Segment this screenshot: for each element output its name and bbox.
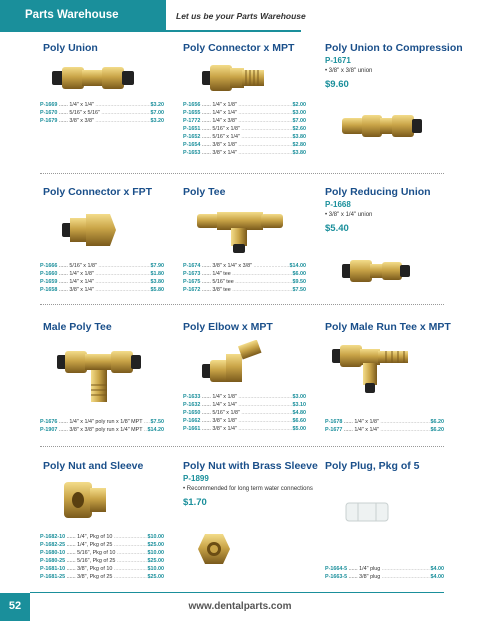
section-tab: Parts Warehouse bbox=[0, 0, 166, 30]
male-poly-tee-image bbox=[55, 345, 150, 410]
table-row: P-1662 ...... 3/8" x 1/8" ..... $6.60 bbox=[183, 417, 306, 425]
description: • Recommended for long term water connections bbox=[183, 486, 313, 492]
price: $1.70 bbox=[183, 497, 207, 508]
poly-connector-mpt-title: Poly Connector x MPT bbox=[183, 42, 295, 54]
poly-elbow-mpt-table bbox=[183, 393, 306, 433]
table-row: P-1772 ...... 1/4" x 3/8" ..... $7.00 bbox=[183, 117, 306, 125]
price: $9.60 bbox=[325, 79, 349, 90]
poly-plug-table bbox=[325, 565, 444, 581]
poly-union-compression-image bbox=[340, 110, 430, 140]
table-row: P-1907 ...... 3/8" x 3/8" poly run x 1/4" MPT ..... $14.20 bbox=[40, 426, 164, 434]
poly-reducing-union-title: Poly Reducing Union bbox=[325, 186, 431, 198]
table-row: P-1675 ...... 5/16" tee ..... $9.50 bbox=[183, 278, 306, 286]
male-poly-tee-title: Male Poly Tee bbox=[43, 321, 112, 333]
table-row: P-1632 ...... 1/4" x 1/4" ..... $3.10 bbox=[183, 401, 306, 409]
poly-tee-table bbox=[183, 262, 306, 294]
poly-union-table bbox=[40, 101, 164, 125]
table-row: P-1682-25 ...... 1/4", Pkg of 25 ..... $25.00 bbox=[40, 541, 164, 549]
divider bbox=[40, 446, 444, 447]
table-row: P-1633 ...... 1/4" x 1/8" ..... $3.00 bbox=[183, 393, 306, 401]
table-row: P-1655 ...... 1/4" x 1/4" ..... $3.00 bbox=[183, 109, 306, 117]
table-row: P-1666 ...... 5/16" x 1/8" ..... $7.90 bbox=[40, 262, 164, 270]
sku: P-1899 bbox=[183, 474, 209, 483]
poly-connector-fpt-image bbox=[60, 210, 120, 250]
tagline: Let us be your Parts Warehouse bbox=[176, 11, 306, 21]
table-row: P-1659 ...... 1/4" x 1/4" ..... $3.80 bbox=[40, 278, 164, 286]
poly-plug-image bbox=[343, 499, 393, 527]
poly-male-run-tee-title: Poly Male Run Tee x MPT bbox=[325, 321, 451, 333]
poly-male-run-tee-image bbox=[330, 343, 420, 398]
poly-connector-fpt-title: Poly Connector x FPT bbox=[43, 186, 153, 198]
table-row: P-1669 ...... 1/4" x 1/4" ..... $3.20 bbox=[40, 101, 164, 109]
description: • 3/8" x 1/4" union bbox=[325, 212, 373, 218]
poly-elbow-mpt-title: Poly Elbow x MPT bbox=[183, 321, 273, 333]
poly-nut-sleeve-table bbox=[40, 533, 164, 581]
table-row: P-1670 ...... 5/16" x 5/16" ..... $7.00 bbox=[40, 109, 164, 117]
poly-male-run-tee-table bbox=[325, 418, 444, 434]
sku: P-1668 bbox=[325, 200, 351, 209]
poly-nut-sleeve-image bbox=[62, 478, 112, 523]
male-poly-tee-table bbox=[40, 418, 164, 434]
table-row: P-1682-10 ...... 1/4", Pkg of 10 ..... $10.00 bbox=[40, 533, 164, 541]
table-row: P-1672 ...... 3/8" tee ..... $7.50 bbox=[183, 286, 306, 294]
table-row: P-1677 ...... 1/4" x 1/4" ..... $6.20 bbox=[325, 426, 444, 434]
poly-tee-image bbox=[195, 200, 285, 255]
poly-nut-brass-title: Poly Nut with Brass Sleeve bbox=[183, 460, 318, 472]
poly-plug-title: Poly Plug, Pkg of 5 bbox=[325, 460, 420, 472]
sku: P-1671 bbox=[325, 56, 351, 65]
table-row: P-1676 ...... 1/4" x 1/4" poly run x 1/8" MPT ..... $7.50 bbox=[40, 418, 164, 426]
poly-nut-sleeve-title: Poly Nut and Sleeve bbox=[43, 460, 144, 472]
price: $5.40 bbox=[325, 223, 349, 234]
table-row: P-1673 ...... 1/4" tee ..... $6.00 bbox=[183, 270, 306, 278]
header-rule bbox=[0, 30, 301, 32]
table-row: P-1679 ...... 3/8" x 3/8" ..... $3.20 bbox=[40, 117, 164, 125]
table-row: P-1681-10 ...... 3/8", Pkg of 10 ..... $10.00 bbox=[40, 565, 164, 573]
table-row: P-1652 ...... 5/16" x 1/4" ..... $3.80 bbox=[183, 133, 306, 141]
poly-connector-fpt-table bbox=[40, 262, 164, 294]
table-row: P-1651 ...... 5/16" x 1/8" ..... $2.60 bbox=[183, 125, 306, 133]
poly-union-image bbox=[50, 62, 140, 92]
poly-union-compression-title: Poly Union to Compression bbox=[325, 42, 463, 54]
table-row: P-1656 ...... 1/4" x 1/8" ..... $2.00 bbox=[183, 101, 306, 109]
table-row: P-1658 ...... 3/8" x 1/4" ..... $5.80 bbox=[40, 286, 164, 294]
page-number: 52 bbox=[0, 593, 30, 621]
poly-nut-brass-image bbox=[196, 532, 232, 566]
table-row: P-1681-25 ...... 3/8", Pkg of 25 ..... $25.00 bbox=[40, 573, 164, 581]
poly-tee-title: Poly Tee bbox=[183, 186, 226, 198]
table-row: P-1664-5 ...... 1/4" plug ..... $4.00 bbox=[325, 565, 444, 573]
table-row: P-1663-5 ...... 3/8" plug ..... $4.00 bbox=[325, 573, 444, 581]
poly-connector-mpt-image bbox=[200, 58, 270, 98]
table-row: P-1660 ...... 1/4" x 1/8" ..... $1.80 bbox=[40, 270, 164, 278]
description: • 3/8" x 3/8" union bbox=[325, 68, 373, 74]
table-row: P-1653 ...... 3/8" x 1/4" ..... $3.80 bbox=[183, 149, 306, 157]
poly-elbow-mpt-image bbox=[200, 340, 265, 385]
table-row: P-1680-10 ...... 5/16", Pkg of 10 ..... $10.00 bbox=[40, 549, 164, 557]
table-row: P-1650 ...... 5/16" x 1/8" ..... $4.80 bbox=[183, 409, 306, 417]
table-row: P-1661 ...... 3/8" x 1/4" ..... $5.00 bbox=[183, 425, 306, 433]
divider bbox=[40, 173, 444, 174]
table-row: P-1654 ...... 3/8" x 1/8" ..... $2.80 bbox=[183, 141, 306, 149]
divider bbox=[40, 304, 444, 305]
poly-union-title: Poly Union bbox=[43, 42, 98, 54]
table-row: P-1678 ...... 1/4" x 1/8" ..... $6.20 bbox=[325, 418, 444, 426]
poly-connector-mpt-table bbox=[183, 101, 306, 157]
poly-reducing-union-image bbox=[340, 255, 430, 287]
footer-rule bbox=[30, 592, 444, 593]
footer-url[interactable]: www.dentalparts.com bbox=[188, 601, 292, 612]
table-row: P-1674 ...... 3/8" x 1/4" x 3/8" ..... $14.00 bbox=[183, 262, 306, 270]
table-row: P-1680-25 ...... 5/16", Pkg of 25 ..... $25.00 bbox=[40, 557, 164, 565]
